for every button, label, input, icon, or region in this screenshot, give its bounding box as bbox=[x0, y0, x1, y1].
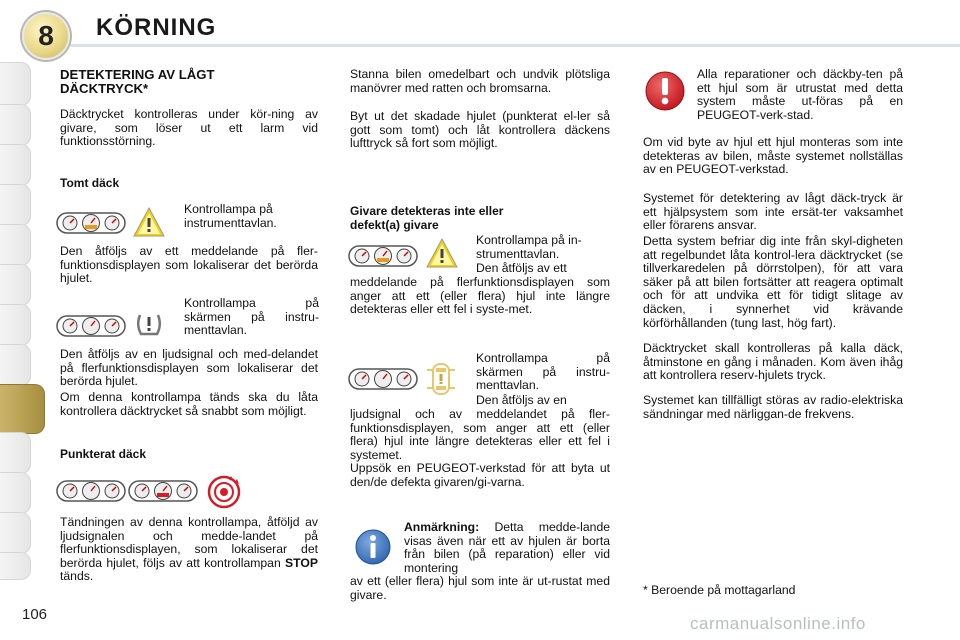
givare-text2-start: Den åtföljs av en bbox=[476, 393, 567, 407]
punkterat-end: tänds. bbox=[60, 569, 94, 584]
givare-heading: Givare detekteras inte eller defekt(a) givare bbox=[350, 204, 504, 232]
side-tab-4[interactable] bbox=[0, 184, 31, 226]
side-tab-active[interactable] bbox=[0, 384, 45, 434]
side-tab-3[interactable] bbox=[0, 144, 31, 186]
givare-lamp1-text: Kontrollampa på in-strumenttavlan. bbox=[476, 233, 582, 261]
side-tab-12[interactable] bbox=[0, 512, 31, 554]
punkterat-text bbox=[60, 516, 318, 584]
col3-p4: Däcktrycket skall kontrolleras på kalla däck, åtminstone en gång i månaden. Kom även ihåg att kontrollera reserv-hjulets tryck. bbox=[643, 341, 903, 383]
punkterat-body: Tändningen av denna kontrollampa, åtföljd av ljudsignalen och medde-landet på flerfunktionsdisplayen, som lokaliserar det berörda hjulet, följs av att kontrollampan bbox=[60, 515, 318, 570]
side-tab-5[interactable] bbox=[0, 224, 31, 266]
side-tab-7[interactable] bbox=[0, 304, 31, 346]
tomt-lamp1-text: Kontrollampa på instrumenttavlan. bbox=[184, 202, 277, 230]
side-tab-6[interactable] bbox=[0, 264, 31, 306]
instrument-cluster-icon bbox=[348, 243, 418, 269]
side-tab-8[interactable] bbox=[0, 344, 31, 386]
watermark: carmanualsonline.info bbox=[690, 614, 866, 633]
stop-label: STOP bbox=[285, 555, 318, 570]
tomt-text3: Om denna kontrollampa tänds ska du låta kontrollera däcktrycket så snabbt som möjligt. bbox=[60, 390, 318, 418]
exclamation-circle-icon bbox=[644, 70, 686, 112]
tomt-text2: Den åtföljs av en ljudsignal och med-delandet på flerfunktionsdisplayen som lokaliserar det berörda hjulet. bbox=[60, 347, 318, 389]
instrument-cluster-icon bbox=[348, 366, 418, 392]
footnote: * Beroende på mottagarland bbox=[643, 583, 796, 597]
note-label: Anmärkning: bbox=[404, 520, 480, 534]
intro-text: Däcktrycket kontrolleras under kör-ning av givare, som löser ut ett larm vid funktionsstörning. bbox=[60, 107, 318, 149]
punkterat-heading: Punkterat däck bbox=[60, 447, 147, 461]
col2-text2: Byt ut det skadade hjulet (punkterat el-ler så gott som tomt) och låt kontrollera däckens lufttryck så fort som möjligt. bbox=[350, 109, 610, 151]
warning-text: Alla reparationer och däckby-ten på ett hjul som är utrustat med detta system måste ut-föras på en PEUGEOT-verk-stad. bbox=[697, 67, 903, 122]
col3-p1: Om vid byte av hjul ett hjul monteras som inte detekteras av bilen, måste systemet nollställas av en PEUGEOT-verkstad. bbox=[643, 135, 903, 177]
tomt-lamp2-text: Kontrollampa på skärmen på instru-menttavlan. bbox=[184, 296, 319, 338]
page-number: 106 bbox=[22, 606, 48, 623]
header-rule bbox=[70, 44, 960, 47]
note-first-lines: Anmärkning: Detta medde-lande visas även när ett av hjulen är borta från bilen (på reparation) eller vid montering bbox=[404, 520, 610, 575]
warning-triangle-icon bbox=[425, 237, 459, 269]
givare-text2: ljudsignal och av meddelandet på fler-funktionsdisplayen, som anger att ett (eller flera) hjul inte längre detekteras eller ett fel i systemet. bbox=[350, 407, 610, 462]
chapter-title: KÖRNING bbox=[96, 14, 217, 41]
side-tab-13[interactable] bbox=[0, 552, 31, 580]
givare-text1: meddelande på flerfunktionsdisplayen som anger att ett (eller flera) hjul inte längre detekteras eller ett fel i syste-met. bbox=[350, 275, 610, 317]
col3-p5: Systemet kan tillfälligt störas av radio-elektriska sändningar med närliggan-de frekvens. bbox=[643, 393, 903, 421]
note-last-lines: av ett (eller flera) hjul som inte är ut-rustat med givare. bbox=[350, 574, 610, 602]
instrument-cluster-icon bbox=[56, 478, 126, 504]
tire-sensor-fault-icon bbox=[424, 360, 458, 398]
col2-text1: Stanna bilen omedelbart och undvik plötsliga manövrer med ratten och bromsarna. bbox=[350, 67, 610, 95]
instrument-cluster-icon bbox=[56, 313, 126, 339]
tire-pressure-warning-icon bbox=[134, 309, 164, 339]
side-tab-11[interactable] bbox=[0, 472, 31, 514]
givare-text3: Uppsök en PEUGEOT-verkstad för att byta ut den/de defekta givaren/gi-varna. bbox=[350, 461, 610, 489]
instrument-cluster-icon bbox=[56, 210, 126, 236]
col3-p2: Systemet för detektering av lågt däck-tryck är ett hjälpsystem som inte ersät-ter vaksamhet eller förarens ansvar. bbox=[643, 191, 903, 233]
givare-text1-start: Den åtföljs av ett bbox=[476, 261, 567, 275]
side-tab-10[interactable] bbox=[0, 432, 31, 474]
instrument-cluster-icon bbox=[128, 478, 198, 504]
side-tab-2[interactable] bbox=[0, 104, 31, 146]
side-tab-1[interactable] bbox=[0, 62, 31, 106]
warning-triangle-icon bbox=[132, 206, 166, 238]
givare-lamp2-text: Kontrollampa på skärmen på instru-menttavlan. bbox=[476, 351, 610, 393]
chapter-number-badge: 8 bbox=[22, 12, 70, 60]
tomt-heading: Tomt däck bbox=[60, 176, 120, 190]
info-circle-icon bbox=[354, 528, 392, 566]
col3-p3: Detta system befriar dig inte från skyl-digheten att regelbundet låta kontrol-lera däcktrycket (se tillverkaredelen på dörrstolpen), för att vara säker på att bilen fortsätter att reagera optimalt och för att undvika ett för tidigt slitage av däcken, i synnerhet vid krävande körförhållanden (tung last, hög fart). bbox=[643, 234, 903, 330]
section-title: DETEKTERING AV LÅGT DÄCKTRYCK* bbox=[60, 67, 215, 96]
flat-tire-stop-icon bbox=[204, 472, 244, 510]
tomt-text1: Den åtföljs av ett meddelande på fler-funktionsdisplayen som lokaliserar det berörda hjulet. bbox=[60, 244, 318, 286]
